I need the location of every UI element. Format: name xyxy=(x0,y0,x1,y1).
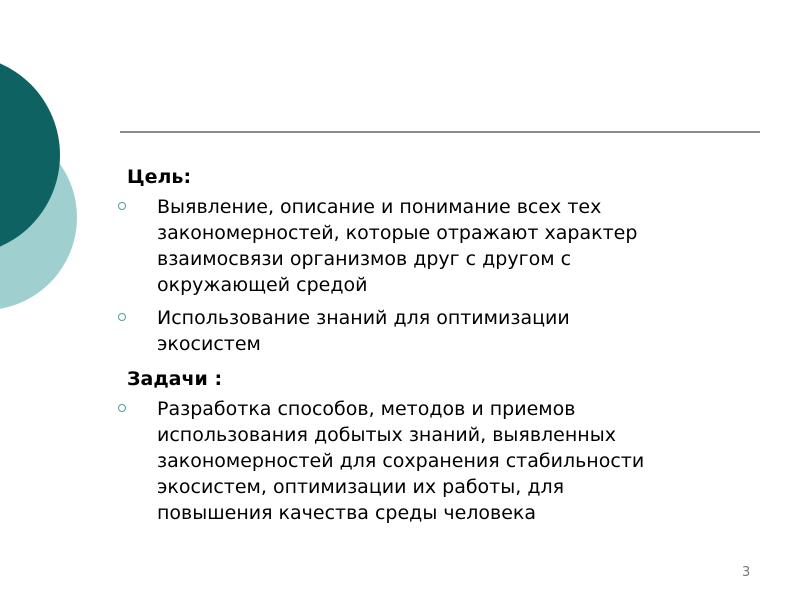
text-line: взаимосвязи организмов друг с другом с xyxy=(157,248,572,270)
bullet-circle-icon xyxy=(118,202,126,210)
text-line: закономерностей для сохранения стабильности xyxy=(157,450,645,472)
goal-heading: Цель: xyxy=(127,166,192,188)
goal-item-1-text xyxy=(157,194,637,298)
goal-item-2-text xyxy=(157,305,570,357)
text-line: использования добытых знаний, выявленных xyxy=(157,424,616,446)
text-line: Выявление, описание и понимание всех тех xyxy=(157,196,602,218)
text-line: Разработка способов, методов и приемов xyxy=(157,398,576,420)
task-item-1-text xyxy=(157,396,644,526)
bullet-circle-icon xyxy=(118,313,126,321)
text-line: экосистем xyxy=(157,333,261,355)
text-line: закономерностей, которые отражают характер xyxy=(157,222,638,244)
text-line: повышения качества среды человека xyxy=(157,502,537,524)
text-line: Использование знаний для оптимизации xyxy=(157,307,570,329)
tasks-heading: Задачи : xyxy=(127,368,223,390)
text-line: экосистем, оптимизации их работы, для xyxy=(157,476,565,498)
bullet-circle-icon xyxy=(118,404,126,412)
page-number: 3 xyxy=(742,565,751,580)
title-divider xyxy=(120,131,760,133)
text-line: окружающей средой xyxy=(157,274,368,296)
